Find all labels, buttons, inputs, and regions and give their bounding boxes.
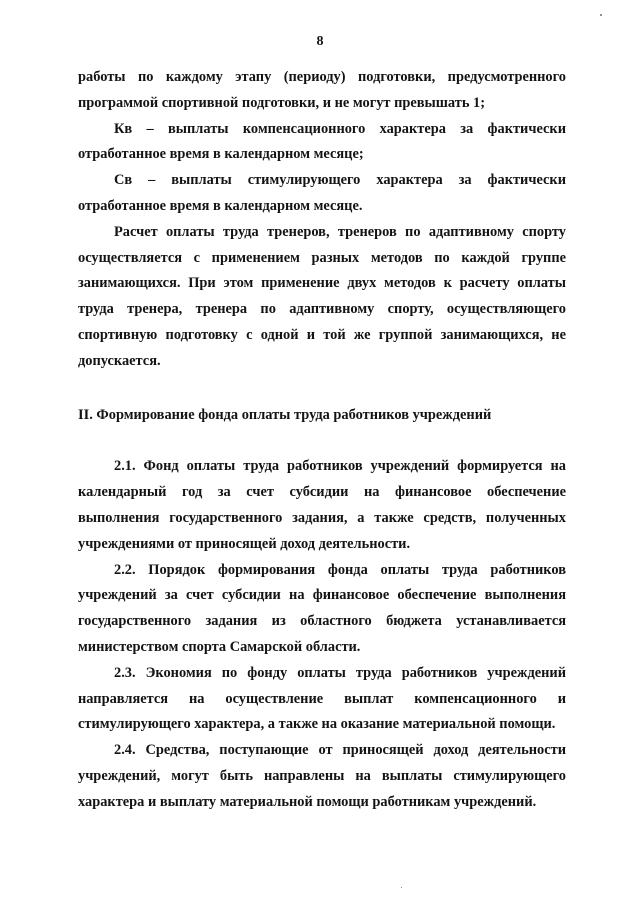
paragraph-continuation: работы по каждому этапу (периоду) подготовки, предусмотренного программой спортивной подготовки, и не могут превышать 1;	[78, 69, 566, 111]
paragraph-trainer-pay-calculation: Расчет оплаты труда тренеров, тренеров по адаптивному спорту осуществляется с применением разных методов по каждой группе занимающихся. При этом применение двух методов к расчету оплаты труда тренера, тренера по адаптивному спорту, осуществляющего спортивную подготовку с одной и той же группой занимающихся, не допускается.	[78, 223, 566, 369]
paragraph-2-2: 2.2. Порядок формирования фонда оплаты труда работников учреждений за счет субсидии на финансовое обеспечение выполнения государственного задания из областного бюджета устанавливается министерством спорта Самарской области.	[78, 561, 566, 655]
spacer	[78, 428, 566, 454]
section-heading: II. Формирование фонда оплаты труда работников учреждений	[78, 406, 492, 423]
paragraph-kv-definition: Кв – выплаты компенсационного характера за фактически отработанное время в календарном месяце;	[78, 120, 566, 163]
paragraph-2-1: 2.1. Фонд оплаты труда работников учреждений формируется на календарный год за счет субсидии на финансовое обеспечение выполнения государственного задания, а также средств, полученных учреждениями от приносящей доход деятельности.	[78, 458, 566, 552]
document-body	[78, 65, 566, 816]
paragraph-2-4: 2.4. Средства, поступающие от приносящей доход деятельности учреждений, могут быть направлены на выплаты стимулирующего характера и выплату материальной помощи работникам учреждений.	[78, 742, 566, 810]
spacer	[78, 375, 566, 403]
paragraph-sv-definition: Св – выплаты стимулирующего характера за фактически отработанное время в календарном месяце.	[78, 172, 566, 214]
scan-speck	[401, 887, 402, 888]
page-number: 8	[316, 34, 324, 49]
paragraph-2-3: 2.3. Экономия по фонду оплаты труда работников учреждений направляется на осуществление выплат компенсационного и стимулирующего характера, а также на оказание материальной помощи.	[78, 664, 566, 733]
scan-speck	[600, 14, 602, 16]
